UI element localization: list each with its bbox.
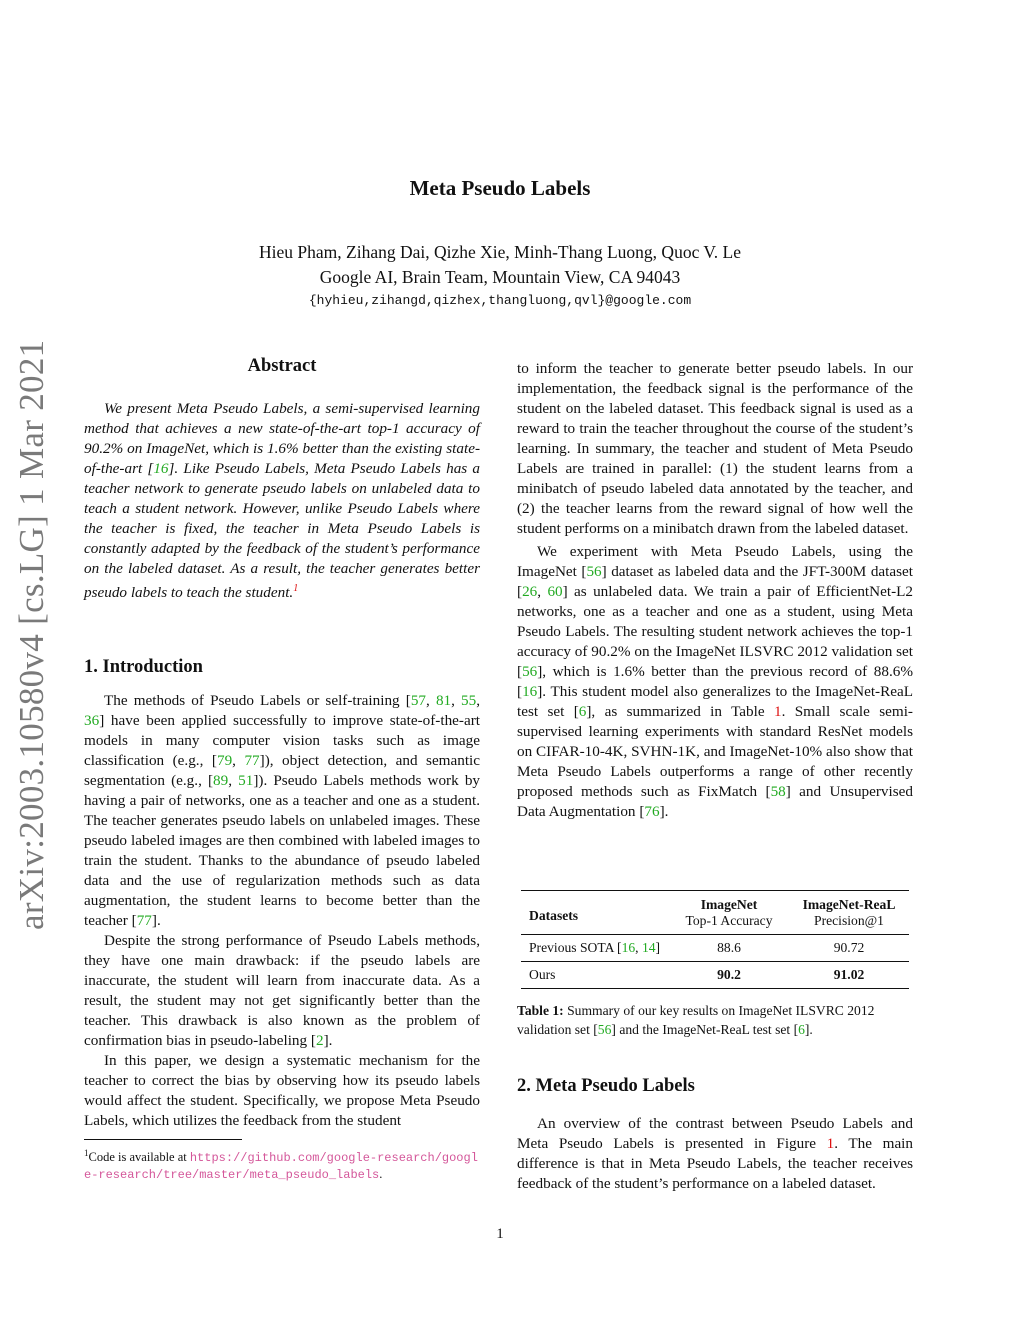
text-run: ] and the ImageNet-ReaL test set [ [611,1022,799,1037]
citation-link[interactable]: 77 [244,752,260,769]
text-run: ] as unlabeled data. We train a pair of EfficientNet-L2 networks, one as a teacher and one as a student, using Meta Pseudo Labels. The resulting student network achieves the top-1 accuracy of 90.2% on the ImageNet ILSVRC 2012 validation set [ [517,583,914,680]
text-run: ] and Unsupervised Data Augmentation [ [517,783,913,820]
footnote-rule [84,1139,242,1140]
abstract-text [84,399,480,603]
text-run: ] dataset as labeled data and the JFT-300M dataset [ [517,563,913,600]
citation-link[interactable]: 16 [522,683,538,700]
citation-link[interactable]: 56 [586,563,602,580]
citation-link[interactable]: 36 [84,712,100,729]
citation-link[interactable]: 2 [315,1032,324,1049]
citation-link[interactable]: 6 [578,703,587,720]
results-table [521,890,909,989]
right-column-body [517,359,913,822]
citation-link[interactable]: 26 [522,583,538,600]
text-run: ]. [804,1022,813,1037]
introduction-body [84,691,480,1131]
text-run: . [379,1167,383,1182]
table-header-imagenet: ImageNet [700,897,758,912]
text-run: ] have been applied successfully to improve state-of-the-art models in many computer vision tasks such as image classification (e.g., [ [84,712,480,769]
footnote-ref[interactable]: 1 [293,583,299,594]
section2-body [517,1114,913,1194]
table-cell: 91.02 [789,962,909,989]
table-caption [517,1001,913,1039]
paragraph: The methods of Pseudo Labels or self-training [57, 81, 55, 36] have been applied successfully to improve state-of-the-art models in many computer vision tasks such as image classification (e.g., [79, 77]), object detection, and semantic segmentation (e.g., [89, 51]). Pseudo Labels methods work by having a pair of networks, one as a teacher and one as a student. The teacher generates pseudo labels on unlabeled images. These pseudo labeled images are then combined with labeled images to train the student. Thanks to the abundance of pseudo labeled data and the use of regularization methods such as data augmentation, the student learns to become better than the teacher [77]. [84,692,481,929]
text-run: ]. Like Pseudo Labels, Meta Pseudo Labels has a teacher network to generate pseudo labels on unlabeled data to teach a student network. However, unlike Pseudo Labels where the teacher is fixed, the teacher in Meta Pseudo Labels is constantly adapted by the feedback of the student’s performance on the labeled dataset. As a result, the teacher generates better pseudo labels to teach the student. [84,460,480,602]
text-run: . Small scale semi-supervised learning experiments with standard ResNet models on CIFAR-10-4K, SVHN-1K, and ImageNet-10% also show that Meta Pseudo Labels outperforms a range of other recently proposed methods such as FixMatch [ [517,703,913,800]
table-crossref[interactable]: 1 [773,703,782,720]
affiliation: Google AI, Brain Team, Mountain View, CA 94043 [319,267,681,287]
text-run: The methods of Pseudo Labels or self-training [ [104,692,411,709]
table-subheader-top1: Top-1 Accuracy [685,913,773,928]
text-run: ]. [151,912,161,929]
table-subheader-precision: Precision@1 [814,913,884,928]
section-heading-meta-pseudo-labels: 2. Meta Pseudo Labels [517,1076,695,1096]
paragraph: In this paper, we design a systematic mechanism for the teacher to correct the bias by observing how its pseudo labels would affect the student. Specifically, we propose Meta Pseudo Labels, which utilizes the feedback from the student [84,1052,480,1129]
text-run: We experiment with Meta Pseudo Labels, using the ImageNet [ [517,543,913,580]
text-run: An overview of the contrast between Pseudo Labels and Meta Pseudo Labels is presented in Figure [517,1115,913,1152]
paper-title: Meta Pseudo Labels [409,176,591,200]
text-run: We present Meta Pseudo Labels, a semi-supervised learning method that achieves a new state-of-the-art top-1 accuracy of 90.2% on ImageNet, which is 1.6% better than the existing state-of-the-art [ [84,400,480,477]
paragraph [517,1114,913,1194]
paragraph: We experiment with Meta Pseudo Labels, using the ImageNet [56] dataset as labeled data and the JFT-300M dataset [26, 60] as unlabeled data. We train a pair of EfficientNet-L2 networks, one as a teacher and one as a student, using Meta Pseudo Labels. The resulting student network achieves the top-1 accuracy of 90.2% on the ImageNet ILSVRC 2012 validation set [56], which is 1.6% better than the previous record of 88.6% [16]. This student model also generalizes to the ImageNet-ReaL test set [6], as summarized in Table 1. Small scale semi-supervised learning experiments with standard ResNet models on CIFAR-10-4K, SVHN-1K, and ImageNet-10% also show that Meta Pseudo Labels outperforms a range of other recently proposed methods such as FixMatch [58] and Unsupervised Data Augmentation [76]. [517,543,914,820]
text-run: ]. [659,803,669,820]
text-run: ]). Pseudo Labels methods work by having a pair of networks, one as a teacher and one as a student. The teacher generates pseudo labels on unlabeled images. These pseudo labeled images are then combined with labeled images to train the student. Thanks to the abundance of pseudo labeled data and the use of regularization methods such as data augmentation, the student learns to become better than the teacher [ [84,772,481,929]
text-run: ]), object detection, and semantic segmentation (e.g., [ [84,752,481,789]
text-run: Code is available at [88,1150,190,1165]
page-number: 1 [496,1226,504,1242]
text-run: ], which is 1.6% better than the previous record of 88.6% [ [517,663,913,700]
text-run: Despite the strong performance of Pseudo Labels methods, they have one main drawback: if the pseudo labels are inaccurate, the student will learn from inaccurate data. As a result, the student may not get significantly better than the teacher. This drawback is also known as the problem of confirmation bias in pseudo-labeling [ [84,932,480,1049]
citation-link[interactable]: 81 [435,692,452,709]
figure-crossref[interactable]: 1 [826,1135,835,1152]
caption-label: Table 1: [517,1003,564,1018]
text-run: ], as summarized in Table [586,703,774,720]
citation-link[interactable]: 57 [410,692,427,709]
citation-link[interactable]: 56 [597,1022,612,1037]
abstract-heading: Abstract [247,356,317,376]
citation-link[interactable]: 14 [641,940,656,955]
citation-link[interactable]: 51 [238,772,254,789]
text-run: Previous SOTA [ [529,940,622,955]
text-run: . The main difference is that in Meta Pseudo Labels, the teacher receives feedback of the student’s performance on a labeled dataset. [517,1135,913,1192]
table-row-label: Ours [521,962,669,989]
citation-link[interactable]: 56 [522,663,538,680]
table-cell: 90.2 [669,962,789,989]
code-url-link[interactable]: https://github.com/google-research/google-research/tree/master/meta_pseudo_labels [84,1151,478,1183]
table-cell: 90.72 [833,940,865,955]
citation-link[interactable]: 16 [153,460,169,477]
paragraph [84,931,480,1051]
citation-link[interactable]: 55 [461,692,477,709]
table-row-label: Previous SOTA [16, 14] [529,940,661,955]
citation-link[interactable]: 79 [216,752,233,769]
citation-link[interactable]: 60 [547,583,563,600]
paragraph: to inform the teacher to generate better pseudo labels. In our implementation, the feedback signal is the performance of the student on the labeled dataset. This feedback signal is used as a reward to train the teacher throughout the course of the student’s learning. In summary, the teacher and student of Meta Pseudo Labels are trained in parallel: (1) the student learns from a minibatch of pseudo labeled data annotated by the teacher, and (2) the teacher learns from the reward signal of how well the student performs on a minibatch drawn from the labeled dataset. [517,360,913,537]
author-emails: {hyhieu,zihangd,qizhex,thangluong,qvl}@google.com [308,293,692,308]
table-cell: 88.6 [717,940,741,955]
text-run: ]. [323,1032,333,1049]
citation-link[interactable]: 89 [213,772,229,789]
text-run: Summary of our key results on ImageNet ILSVRC 2012 validation set [ [517,1003,875,1037]
section-heading-introduction: 1. Introduction [84,657,203,677]
footnote-mark: 1 [84,1148,89,1158]
text-run: ] [655,940,661,955]
citation-link[interactable]: 6 [798,1022,805,1037]
table-grid [521,890,909,989]
author-list: Hieu Pham, Zihang Dai, Qizhe Xie, Minh-Thang Luong, Quoc V. Le [259,242,741,262]
citation-link[interactable]: 58 [770,783,786,800]
arxiv-stamp: arXiv:2003.10580v4 [cs.LG] 1 Mar 2021 [12,339,51,930]
table-header-imagenet-real: ImageNet-ReaL [802,897,896,912]
citation-link[interactable]: 77 [136,912,152,929]
text-run: ]. This student model also generalizes to the ImageNet-ReaL test set [ [517,683,913,720]
citation-link[interactable]: 76 [644,803,660,820]
footnote [84,1145,480,1183]
table-header-datasets: Datasets [529,907,579,923]
author-block [0,240,1000,290]
citation-link[interactable]: 16 [621,940,636,955]
